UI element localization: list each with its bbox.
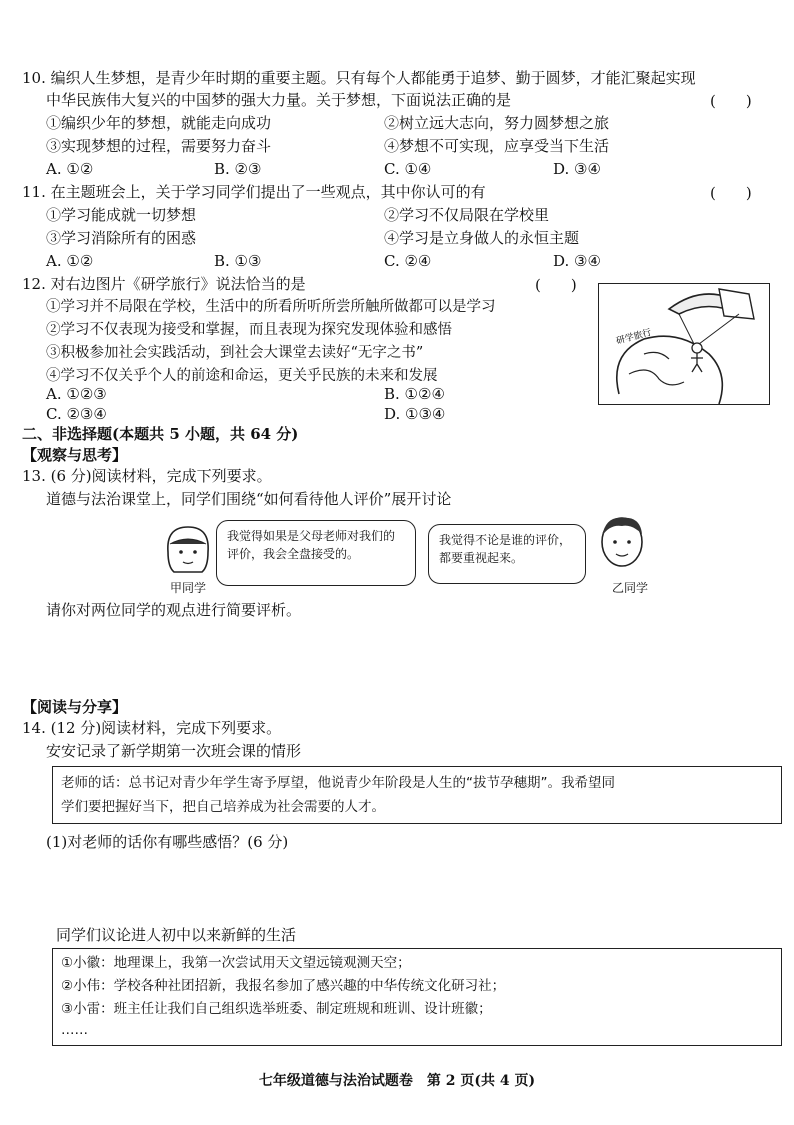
q12-option-c: C. ②③④ bbox=[46, 405, 107, 423]
discussion-line3: ③小雷：班主任让我们自己组织选举班委、制定班规和班训、设计班徽； bbox=[61, 1001, 492, 1017]
q10-option-b: B. ②③ bbox=[214, 160, 262, 178]
q10-option-c: C. ①④ bbox=[384, 160, 432, 178]
q12-stem: 12. 对右边图片《研学旅行》说法恰当的是 bbox=[22, 275, 306, 293]
q10-stem-line2: 中华民族伟大复兴的中国梦的强大力量。关于梦想，下面说法正确的是 bbox=[46, 91, 512, 109]
q12-option-a: A. ①②③ bbox=[46, 385, 107, 403]
q11-answer-paren: ( ) bbox=[710, 184, 752, 202]
discussion-line1: ①小徽：地理课上，我第一次尝试用天文望远镜观测天空； bbox=[61, 955, 411, 971]
part2-heading: 【阅读与分享】 bbox=[22, 698, 128, 716]
study-trip-picture bbox=[598, 283, 770, 405]
q14-intro2: 同学们议论进人初中以来新鲜的生活 bbox=[56, 926, 297, 944]
student-a-name: 甲同学 bbox=[170, 581, 207, 595]
q10-statement-2: ②树立远大志向，努力圆梦想之旅 bbox=[384, 114, 610, 132]
globe-parachute-illustration bbox=[599, 284, 769, 404]
student-b-speech: 我觉得不论是谁的评价，都要重视起来。 bbox=[439, 533, 572, 565]
picture-caption: 研学旅行 bbox=[615, 327, 653, 347]
q14-stem: 14. (12 分)阅读材料，完成下列要求。 bbox=[22, 719, 282, 737]
q12-option-b: B. ①②④ bbox=[384, 385, 445, 403]
student-b-face-icon bbox=[592, 512, 652, 572]
student-b-name: 乙同学 bbox=[612, 581, 649, 595]
q11-statement-4: ④学习是立身做人的永恒主题 bbox=[384, 229, 580, 247]
q13-intro: 道德与法治课堂上，同学们围绕“如何看待他人评价”展开讨论 bbox=[46, 490, 452, 508]
student-discussion-box bbox=[52, 948, 782, 1046]
q10-statement-4: ④梦想不可实现，应享受当下生活 bbox=[384, 137, 610, 155]
discussion-line4: …… bbox=[61, 1022, 88, 1038]
q11-option-b: B. ①③ bbox=[214, 252, 262, 270]
q11-stem: 11. 在主题班会上，关于学习同学们提出了一些观点，其中你认可的有 bbox=[22, 183, 486, 201]
q11-statement-2: ②学习不仅局限在学校里 bbox=[384, 206, 550, 224]
q14-sub1: (1)对老师的话你有哪些感悟？(6 分) bbox=[46, 833, 289, 851]
q11-statement-3: ③学习消除所有的困惑 bbox=[46, 229, 197, 247]
q13-stem: 13. (6 分)阅读材料，完成下列要求。 bbox=[22, 467, 272, 485]
q12-statement-1: ①学习并不局限在学校，生活中的所看所听所尝所触所做都可以是学习 bbox=[46, 299, 496, 315]
student-a-speech: 我觉得如果是父母老师对我们的评价，我会全盘接受的。 bbox=[227, 529, 396, 561]
q12-option-d: D. ①③④ bbox=[384, 405, 446, 423]
teacher-words-line2: 学们要把握好当下，把自己培养成为社会需要的人才。 bbox=[61, 799, 385, 815]
section2-part1-heading: 【观察与思考】 bbox=[22, 446, 128, 464]
page-footer: 七年级道德与法治试题卷 第 2 页(共 4 页) bbox=[258, 1073, 536, 1089]
q10-stem-line1: 10. 编织人生梦想，是青少年时期的重要主题。只有每个人都能勇于追梦、勤于圆梦，才能汇聚起实现 bbox=[22, 69, 696, 87]
q13-task: 请你对两位同学的观点进行简要评析。 bbox=[46, 601, 302, 619]
q11-statement-1: ①学习能成就一切梦想 bbox=[46, 206, 197, 224]
q11-option-a: A. ①② bbox=[46, 252, 94, 270]
q12-statement-4: ④学习不仅关乎个人的前途和命运，更关乎民族的未来和发展 bbox=[46, 368, 438, 384]
q12-statement-2: ②学习不仅表现为接受和掌握，而且表现为探究发现体验和感悟 bbox=[46, 322, 452, 338]
teacher-words-box bbox=[52, 766, 782, 824]
q10-statement-3: ③实现梦想的过程，需要努力奋斗 bbox=[46, 137, 272, 155]
student-b-speech-bubble bbox=[428, 524, 586, 584]
q10-option-d: D. ③④ bbox=[553, 160, 601, 178]
student-a-speech-bubble bbox=[216, 520, 416, 586]
q11-option-d: D. ③④ bbox=[553, 252, 601, 270]
q10-statement-1: ①编织少年的梦想，就能走向成功 bbox=[46, 114, 272, 132]
teacher-words-line1: 老师的话：总书记对青少年学生寄予厚望，他说青少年阶段是人生的“拔节孕穗期”。我希望同 bbox=[61, 775, 615, 791]
q14-intro: 安安记录了新学期第一次班会课的情形 bbox=[46, 742, 302, 760]
q11-option-c: C. ②④ bbox=[384, 252, 432, 270]
q10-answer-paren: ( ) bbox=[710, 92, 752, 110]
q12-statement-3: ③积极参加社会实践活动，到社会大课堂去读好“无字之书” bbox=[46, 345, 424, 361]
discussion-line2: ②小伟：学校各种社团招新，我报名参加了感兴趣的中华传统文化研习社； bbox=[61, 978, 506, 994]
section2-title: 二、非选择题(本题共 5 小题，共 64 分) bbox=[22, 425, 299, 443]
student-a-face-icon bbox=[158, 522, 218, 578]
q12-answer-paren: ( ) bbox=[535, 276, 577, 294]
q10-option-a: A. ①② bbox=[46, 160, 94, 178]
